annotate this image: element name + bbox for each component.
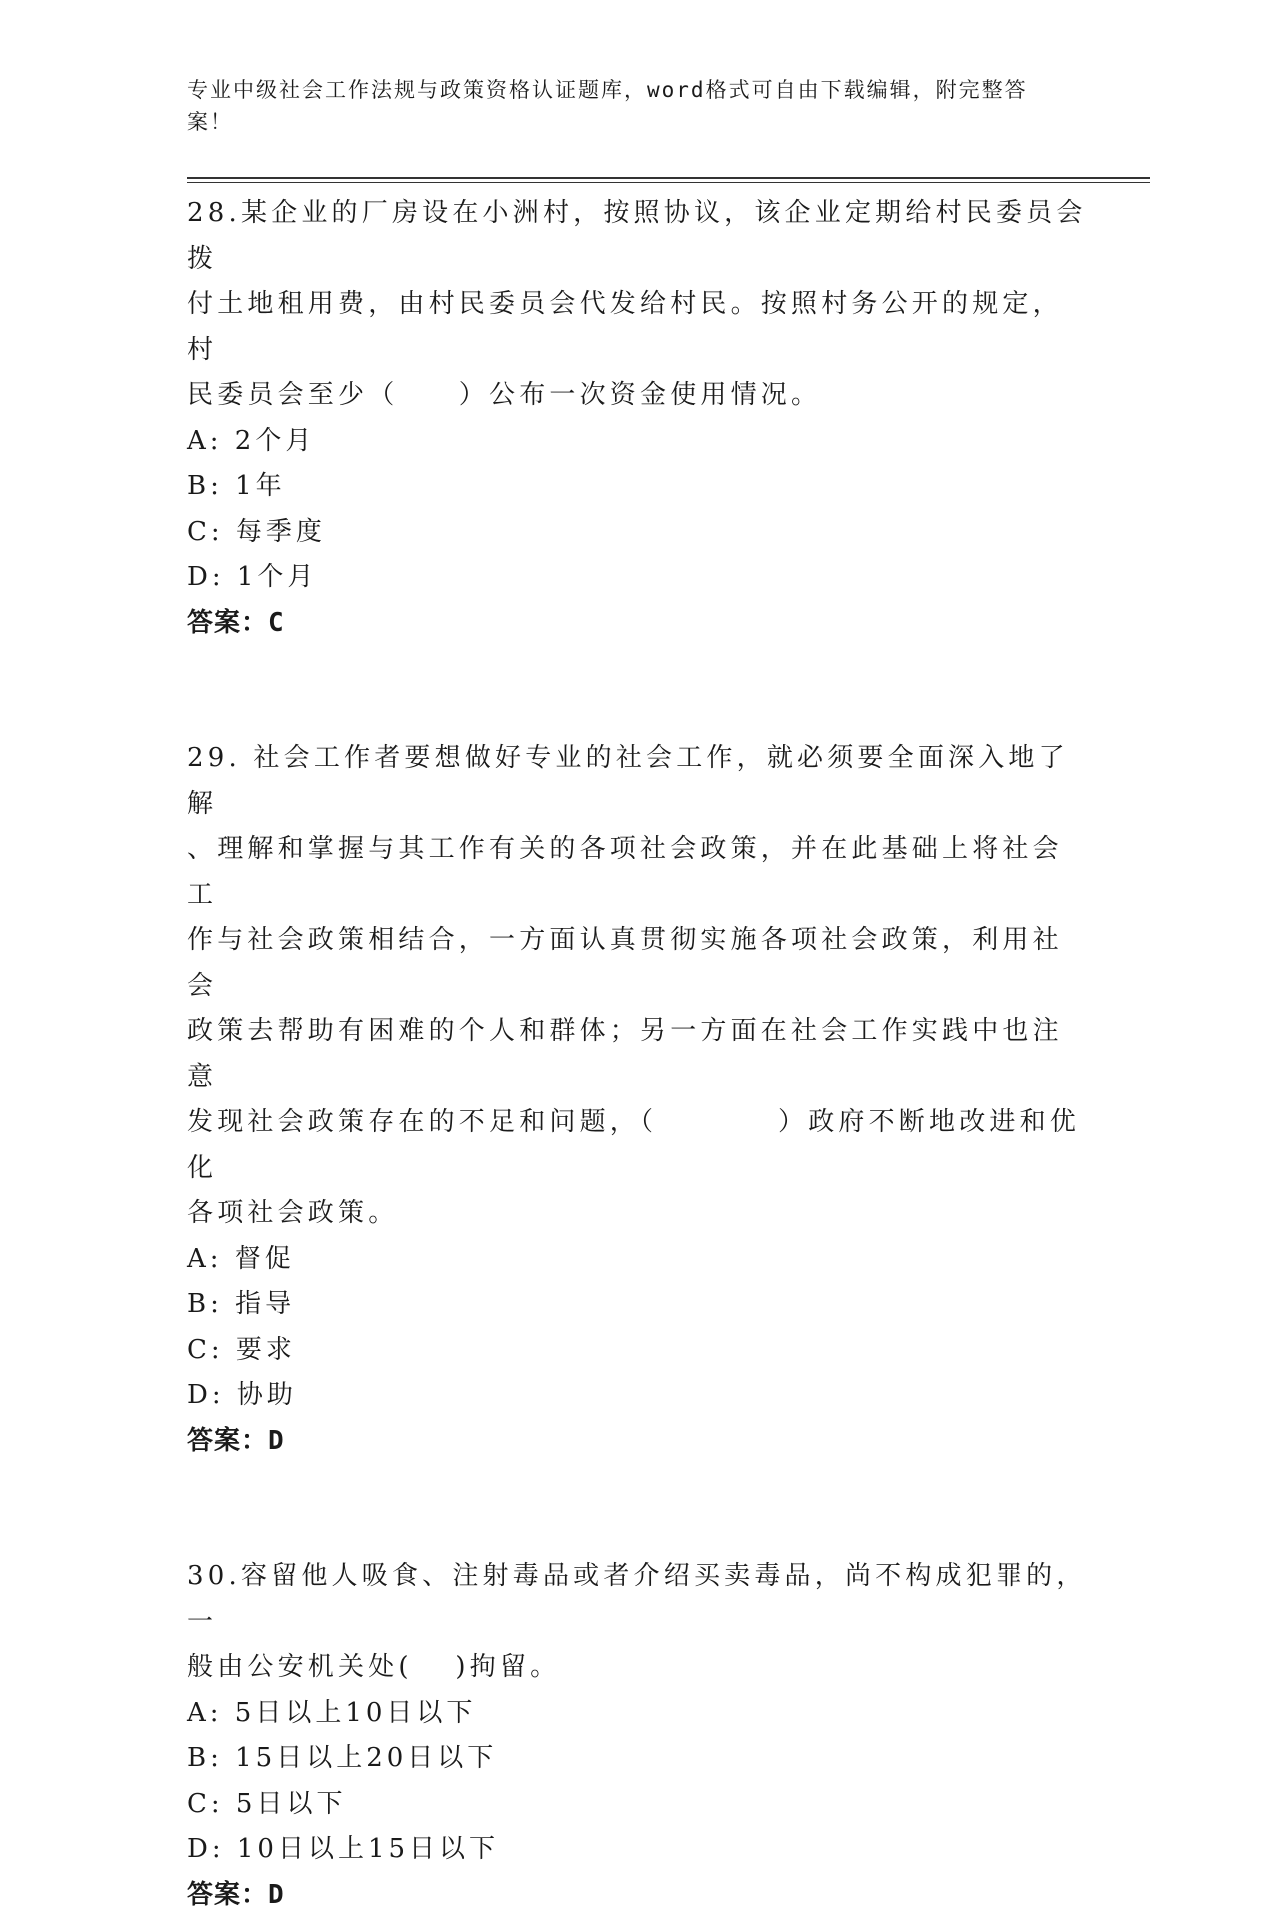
question-list [187, 191, 1087, 1918]
option-d: D: 协助 [187, 1373, 1087, 1419]
question-30 [187, 1554, 1087, 1918]
answer-line: 答案：D [187, 1873, 1087, 1918]
question-28 [187, 191, 1087, 646]
question-29 [187, 736, 1087, 1464]
option-a: A: 5日以上10日以下 [187, 1691, 1087, 1737]
option-b: B: 1年 [187, 464, 1087, 510]
option-c: C: 每季度 [187, 510, 1087, 556]
page-header: 专业中级社会工作法规与政策资格认证题库，word格式可自由下载编辑，附完整答案！ [187, 74, 1067, 138]
option-b: B: 15日以上20日以下 [187, 1736, 1087, 1782]
option-d: D: 1个月 [187, 555, 1087, 601]
question-spacer [187, 1464, 1087, 1554]
header-rule-thin [187, 182, 1150, 183]
answer-line: 答案：C [187, 601, 1087, 647]
option-d: D: 10日以上15日以下 [187, 1827, 1087, 1873]
question-stem: 29. 社会工作者要想做好专业的社会工作，就必须要全面深入地了解 、理解和掌握与其工作有关的各项社会政策，并在此基础上将社会工 作与社会政策相结合，一方面认真贯彻实施各项社会政策，利用社会 政策去帮助有困难的个人和群体；另一方面在社会工作实践中也注意 发现社会政策存在的不足和问题，（ ）政府不断地改进和优化 各项社会政策。 [187, 736, 1087, 1237]
option-c: C: 5日以下 [187, 1782, 1087, 1828]
option-a: A: 督促 [187, 1237, 1087, 1283]
option-c: C: 要求 [187, 1328, 1087, 1374]
header-rule-thick [187, 177, 1150, 179]
option-a: A: 2个月 [187, 419, 1087, 465]
question-spacer [187, 646, 1087, 736]
question-stem: 30.容留他人吸食、注射毒品或者介绍买卖毒品，尚不构成犯罪的，一 般由公安机关处( )拘留。 [187, 1554, 1087, 1691]
question-stem: 28.某企业的厂房设在小洲村，按照协议，该企业定期给村民委员会拨 付土地租用费，由村民委员会代发给村民。按照村务公开的规定，村 民委员会至少（ ）公布一次资金使用情况。 [187, 191, 1087, 419]
option-b: B: 指导 [187, 1282, 1087, 1328]
answer-line: 答案：D [187, 1419, 1087, 1465]
